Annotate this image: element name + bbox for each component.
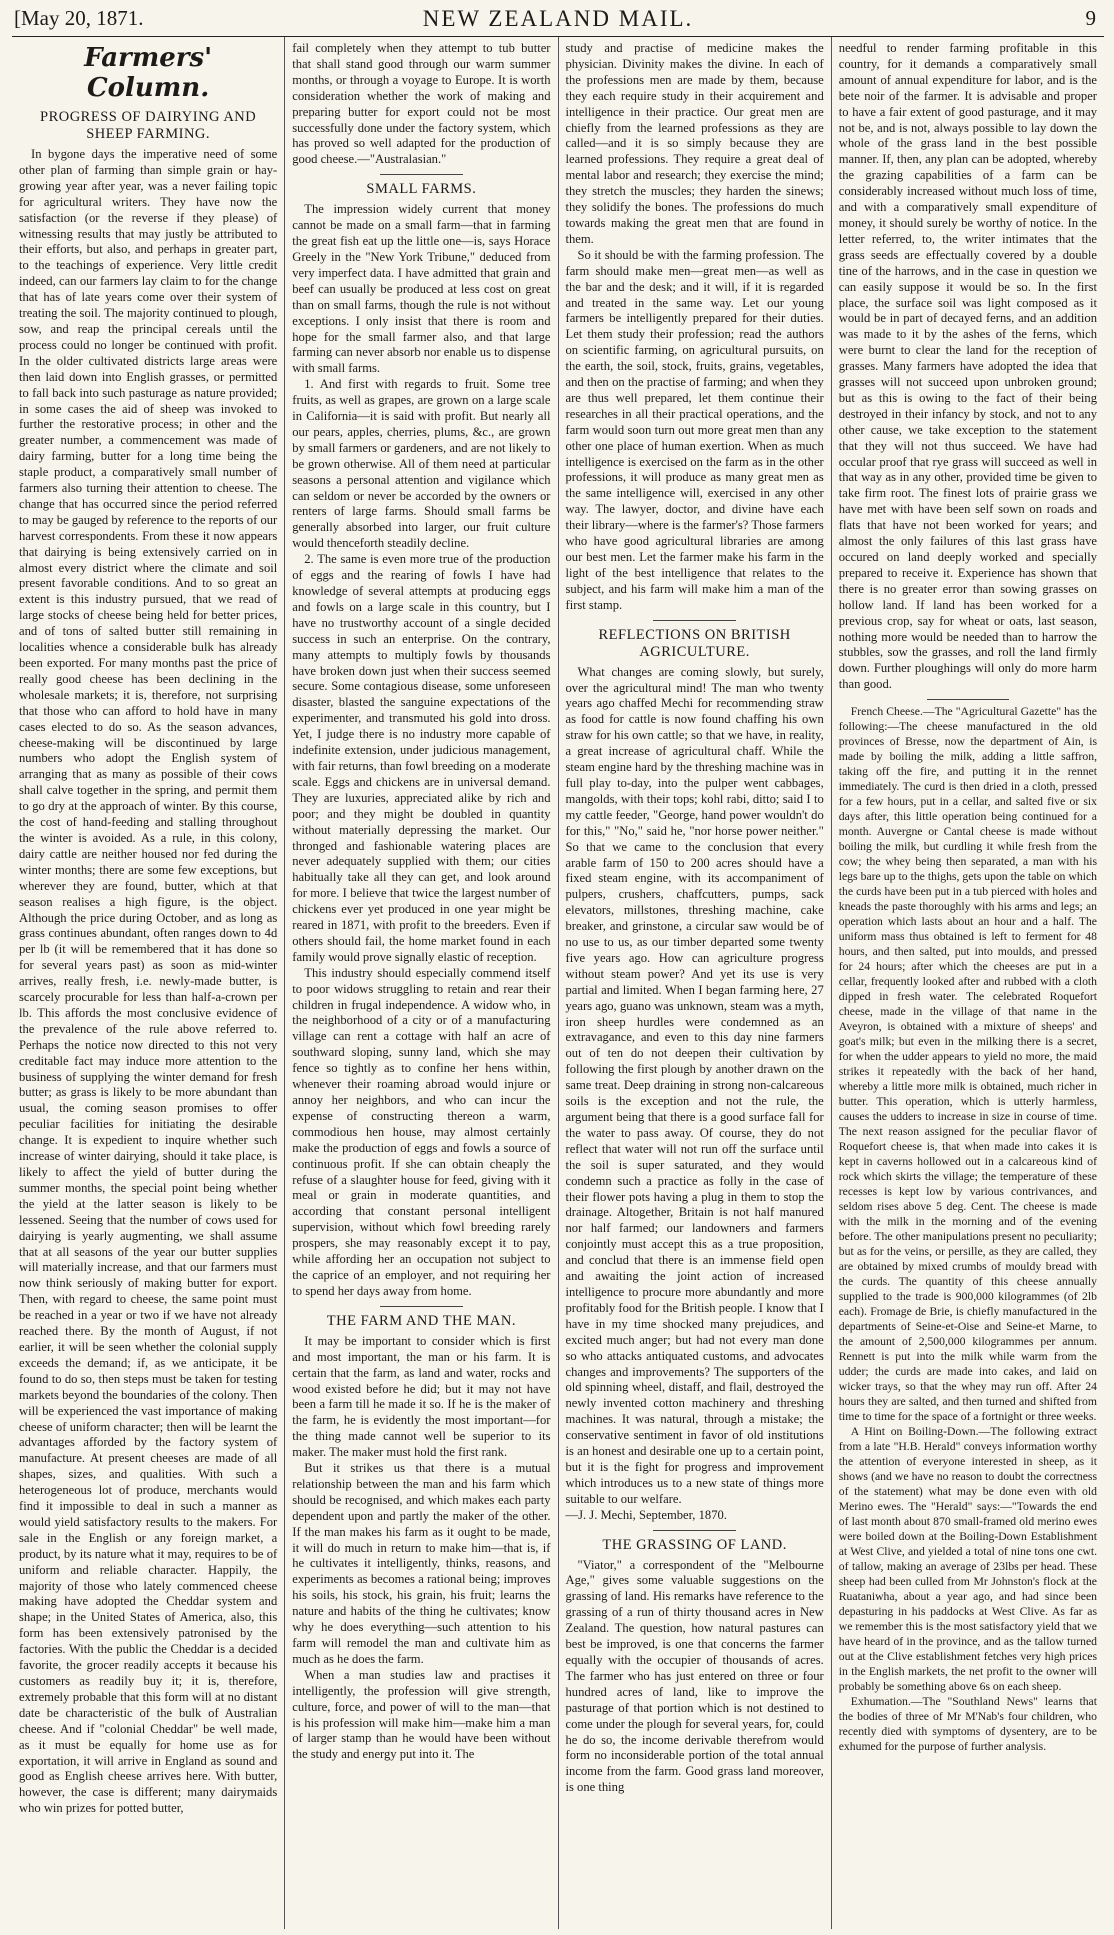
article-heading-small-farms: SMALL FARMS.: [366, 181, 477, 198]
paragraph: The impression widely current that money cannot be made on a small farm—that in farming the great fish eat up the little one—is, says Horace Greely in the "New York Tribune," deduced from very imperfect data. I have admitted that grain and beef can usually be produced at less cost on great than on small farms, though the rule is not without exceptions. I only insist that there is room and hope for the small farmer also, and that large farming can never absorb nor enable us to dispense with small farms.: [292, 202, 551, 376]
article-body-dairying-cont: fail completely when they attempt to tub butter that shall stand good through our warm summer months, or through a voyage to Europe. It is worth consideration whether the work of making and preparing butter for export could not be most successfully done under the factory system, which has proved so well adapted for the production of good cheese.—"Australasian.": [292, 41, 551, 167]
paragraph: "Viator," a correspondent of the "Melbourne Age," gives some valuable suggestions on the grassing of land. His remarks have reference to the grassing of a run of thirty thousand acres in New Zealand. The question, how natural pastures can best be improved, is one that concerns the farmer equally with the occupier of thousands of acres. The farmer who has just entered on three or four hundred acres of land, like to improve the pasturage of that portion which is not destined to come under the plough for several years, for, could he do so, the income derivable therefrom would form no inconsiderable portion of the total annual income from the farm. Good grass land moreover, is one thing: [565, 1557, 824, 1795]
article-heading-farm-and-man: THE FARM AND THE MAN.: [326, 1312, 516, 1329]
paragraph: What changes are coming slowly, but surely, over the agricultural mind! The man who twenty years ago chaffed Mechi for recommending straw as food for cattle is now found chaffing his own straw for his own cattle; so that we have, in reality, a great increase of agricultural chaff. While the steam engine hard by the threshing machine was in full play to-day, into the pulper went cabbages, mangolds, with their tops; kohl rabi, ditto; said I to my cattle feeder, "George, hand power wouldn't do for this," "No," said he, "nor horse power neither." So that we came to the conclusion that every arable farm of 150 to 200 acres should have a fixed steam engine, with its accompaniment of pulpers, crushers, chaffcutters, pumps, sack elevators, millstones, threshing machine, cake breaker, and grinstone, a circular saw would be of no use to us, as our timber departed some twenty five years ago. How can agriculture progress without steam power? And yet its use is very partial and limited. When I began farming here, 27 years ago, guano was unknown, steam was a myth, iron sheep hurdles were condemned as an extravagance, and even to this day nine farmers out of ten do not deepen their cultivation by following the first plough by another drawn on the same treat. Deep draining in strong non-calcareous soils is the exception and not the rule, the argument being that there is a good surface fall for the water to pass away. Of course, they do not reflect that water will not run off the surface until the soil is super saturated, and they would condemn such a practice as folly in the case of their flower pots having a plug in them to stop the drainage. Altogether, Britain is not half manured nor half farmed; our landowners and farmers conjointly must accept this as a true proposition, and conclud that there is an immense field open and awaiting the joint action of increased intelligence to procure more abundantly and more profitably food for the British people. I know that I have in my time shocked many prejudices, and excited much anger; but had not every man done so who attacks antiquated customs, and advocates changes and improvements? The supporters of the old spinning wheel, distaff, and flail, destroyed the newly invented cotton machinery and threshing machines. It was natural, through a mistake; the conservative sentiment in favor of old institutions is an honest and desirable one up to a certain point, but it is the fight for progress and improvement which introduces us to a new state of things more suitable to our welfare.: [565, 664, 824, 1506]
paragraph: study and practise of medicine makes the physician. Divinity makes the divine. In each of the professions men are made by them, because they each require study in their acquirement and intelligence in their practice. Our great men are chiefly from the learned professions as they are called—and it is so simply because they are learned professions. They require a great deal of mental labor and research; they exercise the mind; they stretch the muscles; they harden the sinews; they solidify the bones. The professions do much towards making the great men that are found in them.: [565, 41, 824, 246]
article-heading-dairying: PROGRESS OF DAIRYING AND SHEEP FARMING.: [40, 109, 257, 142]
paragraph: needful to render farming profitable in this country, for it demands a comparatively small amount of annual expenditure for labor, and is the bete noir of the farmer. It is advisable and proper to have a fair extent of good pasturage, and it may not be, and is not, always possible to lay down the whole of the grass land in the best possible manner. If, then, any plan can be adopted, whereby the grazing capabilities of a farm can be considerably increased without much loss of time, and with a comparatively small expenditure of money, it should surely be worthy of notice. In the letter referred, to, the writer intimates that the grass seeds are effectually covered by a double tine of the harrows, and in the case in question we can easily suppose it would be so. In the first place, the surface soil was light composed as it would be in part of decayed ferns, and an addition was made to it by the ashes of the ferns, which were burnt to clear the land for the reception of grasses. Many farmers have adopted the idea that grasses will not succeed upon unbroken ground; but as this is owing to the fact of their being destroyed in their infancy by stock, and not to any other cause, we take exception to the statement that they will not thus succeed. We have had occular proof that rye grass will succeed as well in that way as in any other, provided time be given to take firm root. The finest lots of prairie grass we have met with have been self sown on roads and flats that have not been worked for years; and almost the only failures of this last grass have occured on land deeply worked and specially prepared to receive it. Experience has shown that there is no greater error than sowing grasses on hollow land. If land has been worked for a previous crop, say for wheat or oats, last season, nothing more would be needed than to harrow the stubbles, sow the grasses, and roll the land firmly down. Further ploughings will only do more harm than good.: [838, 41, 1097, 692]
divider: [653, 620, 736, 621]
column-3: [559, 37, 832, 1929]
paragraph: 1. And first with regards to fruit. Some tree fruits, as well as grapes, are grown on a large scale in California—it is said with profit. But nearly all our pears, apples, cherries, plums, &c., are grown by small farmers or gardeners, and are not likely to be grown otherwise. All of them need at particular seasons a personal attention and vigilance which can seldom or never be accorded by the owners or renters of large farms. Should small farms be generally absorbed into larger, our fruit culture would thenceforth steadily decline.: [292, 377, 551, 551]
section-title: Farmers' Column.: [84, 43, 213, 103]
paragraph: But it strikes us that there is a mutual relationship between the man and his farm which should be recognised, and which makes each party dependent upon and partly the maker of the other. If the man makes his farm as it ought to be made, it will do much in return to make him—that is, if he cultivates it intelligently, thinks, reasons, and experiments as becomes a rational being; improves his soils, his stock, his grain, his fruit; learns the nature and habits of the thing he cultivates; know why he does everything—such attention to his farm will remodel the man and cultivate him as much as he does the farm.: [292, 1461, 551, 1666]
paper-title: NEW ZEALAND MAIL.: [422, 6, 694, 31]
news-item-exhumation: Exhumation.—The "Southland News" learns that the bodies of three of Mr M'Nab's four children, who recently died with symptoms of dysentery, are to be exhumed for the purpose of further analysis.: [838, 1695, 1097, 1754]
page-number: 9: [1085, 6, 1096, 30]
column-1: [12, 37, 285, 1929]
article-heading-grassing: THE GRASSING OF LAND.: [602, 1536, 787, 1553]
news-item-french-cheese: French Cheese.—The "Agricultural Gazette" has the following:—The cheese manufactured in the old provinces of Bresse, now the department of Ain, is made by boiling the milk, adding a little saffron, taking off the fire, and putting it in the rennet immediately. The curd is then dried in a cloth, pressed for a few hours, put in a cellar, and salted five or six days after, this little operation being continued for a month. Auvergne or Cantal cheese is made without boiling the milk, but curdling it while fresh from the cow; the whey being then separated, a man with his legs bare up to the thighs, gets upon the table on which the curds have been put in a tub pierced with holes and kneads the paste thoroughly with his arms and legs; an operation which lasts about an hour and a half. The uniform mass thus obtained is left to ferment for 48 hours, and then salted, put into moulds, and pressed for 24 hours; after which the cheeses are put in a cellar, frequently looked after and rubbed with a cloth dipped in fresh water. The celebrated Roquefort cheese, made in the village of that name in the Aveyron, is obtained with a mixture of sheeps' and goat's milk; but even in the milking there is a secret, for when the udder appears to yield no more, the maid strikes it repeatedly with the back of her hand, whereby a little more milk is obtained, much richer in butter. This operation, which is utterly harmless, causes the udders to increase in size in course of time. The next reason assigned for the peculiar flavor of Roquefort cheese is, that when made into cakes it is kept in caverns hollowed out in a calcareous kind of rock which skirts the village; the temperature of these recesses is kept low by various contrivances, and seldom rises above 5 deg. Cent. The cheese is made with the milk in the morning and of the evening before. The other manipulations present no peculiarity; but as for the veins, or persille, as they are called, they are obtained by mixed crumbs of mouldy bread with the curds. The quantity of this cheese annually supplied to the trade is 900,000 kilogrammes (of 2lb each). Fromage de Brie, is chiefly manufactured in the departments of Seine-et-Oise and Seine-et Marne, to the amount of 2,500,000 kilogrammes per annum. Rennett is put into the milk while warm from the udder; the curds are made into cakes, and laid on wicker trays, so that the whey may run off. After 24 hours they are salted, and then turned and shifted from time to time for the space of a fortnight or three weeks.: [838, 705, 1097, 1424]
article-body-dairying: In bygone days the imperative need of some other plan of farming than simple grain or hay-growing year after year, was a never failing topic for agricultural writers. They have now the satisfaction (or the reverse if they please) of witnessing results that may justly be attributed to their efforts, but also, and perhaps in greater part, to the teachings of experience. Very little credit indeed, can our farmers lay claim to for the change that has of late years come over their system of treating the soil. The majority continued to plough, sow, and reap the principal cereals until the process could no longer be continued with profit. In the older cultivated districts large areas were then laid down into English grasses, or permitted to fall back into such pasturage as nature provided; in some cases the aid of sheep was invoked to further the restorative process; in other and the greater number, a commencement was made of dairy farming, butter for a long time being the staple product, a comparatively small number of farmers also turning their attention to cheese. The change that has occurred since the period referred to may be gauged by reference to the reports of our harvest correspondents. From these it now appears that dairying is being extensively carried on in almost every district where the climate and soil present favorable conditions. And to so great an extent is this industry pursued, that we read of large stocks of cheese being held for better prices, and of tons of salted butter still remaining in localities whence a considerable bulk has already been exported. For many months past the price of really good cheese has been declining in the wholesale markets; it is, therefore, not surprising that those who can afford to hold have in many cases elected to do so. As the season advances, cheese-making will be discontinued by large numbers who adopt the English system of arranging that as many as possible of their cows shall calve together in the spring, and permit them to go dry at the approach of winter. By this course, the cost of hand-feeding and stalling throughout the winter is avoided. As a rule, in this colony, dairy cattle are neither housed nor fed during the winter months; there are some few exceptions, but wherever they are found, butter, which at that season realises a high figure, is the object. Although the price during October, and as long as grass continues abundant, often ranges down to 4d per lb (it will be remembered that it has done so for several years past) as soon as mid-winter arrives, really fresh, i.e. newly-made butter, is scarcely procurable for less than half-a-crown per lb. This affords the most conclusive evidence of the prevalence of the rule above referred to. Perhaps the notice now directed to this not very creditable fact may induce more attention to the business of supplying the winter demand for fresh butter; as grass is likely to be more abundant than usual, the coming season promises to offer peculiar facilities for initiating the desirable change. It is expedient to inquire whether such increase of winter dairying, should it take place, is likely to affect the yield of butter during the summer months, the special point being whether the yield at the latter season is likely to be lessened. Seeing that the number of cows used for dairying is yearly augmenting, we shall assume that at all seasons of the year our butter supplies will materially increase, and that our farmers must now think seriously of making butter for export. Then, with regard to cheese, the same point must be reached in a year or two if we have not already reached there. By the month of August, if not earlier, it will be seen whether the colonial supply exceeds the demand; if, as we anticipate, it be found to do so, then steps must be taken for testing markets beyond the boundaries of the colony. Then will be experienced the vast importance of making cheese of uniform character; then will be learnt the advantages afforded by the factory system of manufacture. At present cheeses are made of all shapes, sizes, and qualities. With such a heterogeneous lot of produce, merchants would find it impossible to deal in such a manner as would yield satisfactory results to the makers. For sale in the English or any foreign market, a product, by its nature what it may, requires to be of uniform and reliable character. Happily, the majority of those who lately commenced cheese making have adopted the Cheddar system and shape; in the United States of America, also, this form has been extensively patronised by the factories. With the public the Cheddar is a decided favorite, the grocer readily accepts it because his customers as readily buy it; it is, therefore, extremely probable that this form will at no distant date be characteristic of the bulk of Australian cheese. And if "colonial Cheddar" be well made, as it must be equally for home use as for exportation, it will arrive in England as sound and good as English cheese arrives here. With butter, however, the case is different; many dairymaids who win prizes for potted butter,: [19, 147, 278, 1816]
divider: [380, 174, 463, 175]
column-2: [285, 37, 558, 1929]
paragraph: So it should be with the farming profession. The farm should make men—great men—as well as the bar and the desk; and it will, if it is regarded and treated in the same way. Let our young farmers be intelligently prepared for their duties. Let them study their profession; read the authors on scientific farming, on agricultural pursuits, on the earth, the soil, stock, fruits, grains, vegetables, and then on the practise of farming; and when they are thus well prepared, let them continue their researches in all their practical operations, and the farm would soon turn out more great men than any other one place of human exertion. When as much intelligence is exercised on the farm as in the other professions, it will produce as many great men as the same intelligence will, exercised in any other way. The lawyer, doctor, and divine have each their library—where is the farmer's? Those farmers who have good agricultural libraries are among our best men. Let the farmer make his farm in the light of the best intelligence that relates to the subject, and his farm will make him a man of the first stamp.: [565, 247, 824, 612]
paragraph: When a man studies law and practises it intelligently, the profession will give strength, culture, force, and power of will to the man—that is his profession will make him—make him a man of larger stamp than he would have been without the study and energy put into it. The: [292, 1667, 551, 1762]
paragraph: It may be important to consider which is first and most important, the man or his farm. It is certain that the farm, as land and water, rocks and wood existed before he did; but it may not have been a farm till he made it so. If he is the maker of the farm, he is evidently the most important—for the thing made cannot well be superior to its maker. The maker must hold the first rank.: [292, 1333, 551, 1460]
column-4: [832, 37, 1104, 1929]
paragraph: 2. The same is even more true of the production of eggs and the rearing of fowls I have had knowledge of several attempts at producing eggs and fowls on a large scale in this country, but I have no trustworthy account of a single decided success in such an enterprise. On the contrary, many attempts to multiply fowls by thousands have broken down just when their success seemed secure. Some contagious disease, some unforeseen disaster, blasted the sanguine expectations of the experimenter, and transmuted his gold into dross. Yet, I judge there is no industry more capable of indefinite extension, under judicious management, with fair returns, than fowl breeding on a moderate scale. Eggs and chickens are in universal demand. They are luxuries, appreciated alike by rich and poor; and they might be doubled in quantity without materially depressing the market. Our thronged and fashionable watering places are never adequately supplied with them; our cities habitually take all they can get, and look around for more. I believe that twice the largest number of chickens ever yet produced in one year might be reared in 1871, with profit to the breeders. Even if others should fail, the home market found in each family would prove signally elastic of reception.: [292, 552, 551, 964]
masthead: [12, 6, 1104, 37]
article-heading-british-agriculture: REFLECTIONS ON BRITISH AGRICULTURE.: [598, 626, 791, 660]
paragraph: This industry should especially commend itself to poor widows struggling to retain and rear their children in frugal independence. A widow who, in the neighborhood of a city or of a manufacturing village can rent a cottage with half an acre of southward sloping, sunny land, which she may fence so tightly as to confine her hens within, whenever their roaming abroad would injure or annoy her neighbors, and who can incur the expense of constructing thereon a warm, commodious hen house, may almost certainly make the production of eggs and fowls a source of continuous profit. If she can obtain cheaply the refuse of a slaughter house for feed, giving with it meal or grain in moderate quantities, and according that constant personal intelligent supervision, without which fowl breeding rarely prospers, she may reasonably except it to pay, while affording her an occupation not subject to the caprice of an employer, and not requiring her to spend her days away from home.: [292, 965, 551, 1298]
divider: [927, 699, 1010, 700]
author-signature: —J. J. Mechi, September, 1870.: [565, 1507, 727, 1522]
divider: [653, 1530, 736, 1531]
issue-date: [May 20, 1871.: [14, 6, 144, 30]
news-item-boiling-down: A Hint on Boiling-Down.—The following extract from a late "H.B. Herald" conveys information worthy the attention of everyone interested in sheep, as it shows (and we have no reason to doubt the correctness of the statement) what may be done even with old Merino ewes. The "Herald" says:—"Towards the end of last month about 870 small-framed old merino ewes were boiled down at the Boiling-Down Establishment at West Clive, and yielded a total of nine tons one cwt. of tallow, making an average of 23lbs per head. These sheep had been culled from Mr Johnston's flock at the Ruataniwha, about a year ago, and had since been depasturing in his paddocks at West Clive. As far as we remember this is the most satisfactory yield that we have heard of in the province, and as the tallow turned out at the Clive establishment fetches very high prices in the English markets, the net profit to the owner will probably be something above 6s on each sheep.: [838, 1425, 1097, 1694]
article-columns: [12, 37, 1104, 1929]
divider: [380, 1306, 463, 1307]
